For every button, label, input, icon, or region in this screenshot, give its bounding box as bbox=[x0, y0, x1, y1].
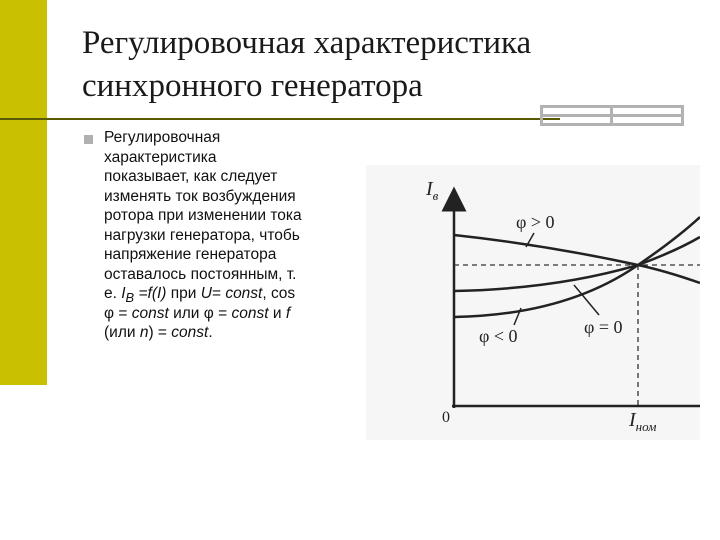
body-line: (или n) = const. bbox=[104, 324, 213, 341]
decorative-grid bbox=[540, 105, 684, 127]
curve-label-phi-positive: φ > 0 bbox=[516, 212, 555, 232]
body-line: φ = const или φ = const и f bbox=[104, 304, 291, 322]
body-line: ротора при изменении тока bbox=[104, 207, 302, 224]
curve-label-phi-zero: φ = 0 bbox=[584, 317, 623, 337]
body-line: характеристика bbox=[104, 148, 217, 166]
regulation-diagram bbox=[366, 165, 700, 440]
title-line-1: Регулировочная характеристика bbox=[82, 25, 532, 61]
accent-bar bbox=[0, 0, 47, 385]
bullet-icon bbox=[84, 135, 93, 144]
body-line: оставалось постоянным, т. bbox=[104, 265, 297, 283]
origin-label: 0 bbox=[442, 409, 450, 426]
body-line: напряжение генератора bbox=[104, 246, 277, 263]
curve-phi-positive bbox=[454, 217, 700, 317]
slide-title bbox=[82, 22, 702, 108]
x-axis-label: $I_{ном}$ bbox=[629, 409, 657, 434]
title-line-2: синхронного генератора bbox=[82, 68, 423, 104]
body-line: нагрузки генератора, чтобь bbox=[104, 226, 300, 244]
body-line: показывает, как следует bbox=[104, 168, 278, 185]
body-text bbox=[104, 128, 374, 343]
body-line: е. $I_B =f(I)$ при U= const, cos bbox=[104, 285, 296, 306]
title-underline bbox=[0, 118, 560, 120]
curve-phi-negative bbox=[454, 235, 700, 283]
diagram-svg bbox=[366, 165, 700, 440]
body-line: изменять ток возбуждения bbox=[104, 187, 296, 205]
body-line: Регулировочная bbox=[104, 129, 221, 146]
curve-phi-zero bbox=[454, 237, 700, 291]
curve-label-phi-negative: φ < 0 bbox=[479, 326, 518, 346]
y-axis-label: $I_в$ bbox=[426, 178, 439, 203]
